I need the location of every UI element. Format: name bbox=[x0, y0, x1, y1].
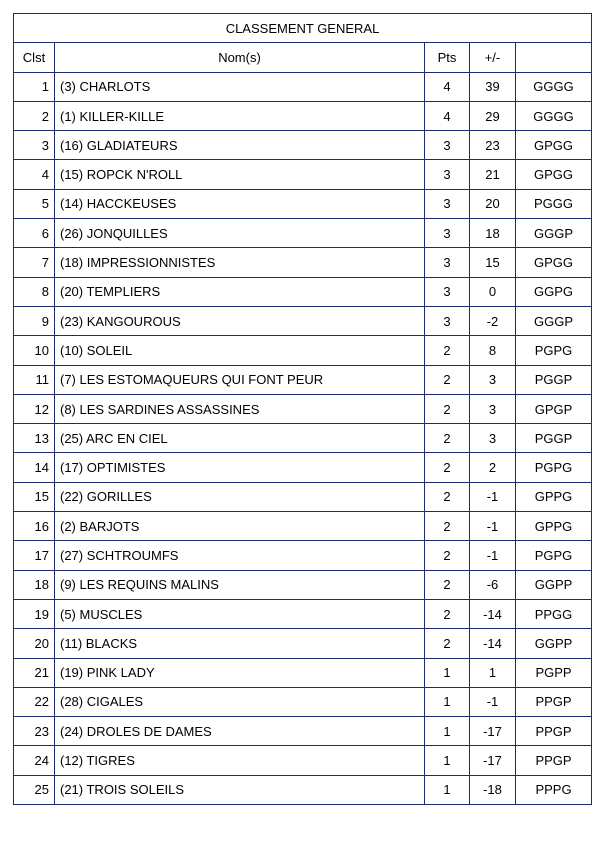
results-cell: GGGP bbox=[516, 219, 592, 248]
table-row bbox=[14, 101, 592, 130]
points-cell: 2 bbox=[425, 453, 470, 482]
team-name-cell: (2) BARJOTS bbox=[55, 512, 425, 541]
table-row bbox=[14, 453, 592, 482]
rank-cell: 20 bbox=[14, 629, 55, 658]
diff-cell: -1 bbox=[470, 482, 516, 511]
rank-cell: 10 bbox=[14, 336, 55, 365]
table-row bbox=[14, 512, 592, 541]
team-name-cell: (15) ROPCK N'ROLL bbox=[55, 160, 425, 189]
table-row bbox=[14, 248, 592, 277]
header-rank: Clst bbox=[14, 43, 55, 72]
results-cell: GPGG bbox=[516, 248, 592, 277]
results-cell: GPGP bbox=[516, 394, 592, 423]
rank-cell: 4 bbox=[14, 160, 55, 189]
results-cell: GGGG bbox=[516, 101, 592, 130]
team-name-cell: (12) TIGRES bbox=[55, 746, 425, 775]
rank-cell: 19 bbox=[14, 599, 55, 628]
rank-cell: 11 bbox=[14, 365, 55, 394]
team-name-cell: (23) KANGOUROUS bbox=[55, 306, 425, 335]
rank-cell: 6 bbox=[14, 219, 55, 248]
points-cell: 1 bbox=[425, 746, 470, 775]
points-cell: 2 bbox=[425, 599, 470, 628]
team-name-cell: (5) MUSCLES bbox=[55, 599, 425, 628]
points-cell: 3 bbox=[425, 248, 470, 277]
team-name-cell: (18) IMPRESSIONNISTES bbox=[55, 248, 425, 277]
team-name-cell: (24) DROLES DE DAMES bbox=[55, 717, 425, 746]
title-row bbox=[14, 14, 592, 43]
points-cell: 2 bbox=[425, 629, 470, 658]
team-name-cell: (25) ARC EN CIEL bbox=[55, 424, 425, 453]
standings-table bbox=[13, 13, 592, 805]
points-cell: 2 bbox=[425, 424, 470, 453]
rank-cell: 25 bbox=[14, 775, 55, 804]
rank-cell: 17 bbox=[14, 541, 55, 570]
rank-cell: 21 bbox=[14, 658, 55, 687]
table-row bbox=[14, 629, 592, 658]
team-name-cell: (8) LES SARDINES ASSASSINES bbox=[55, 394, 425, 423]
diff-cell: -18 bbox=[470, 775, 516, 804]
table-row bbox=[14, 394, 592, 423]
rank-cell: 14 bbox=[14, 453, 55, 482]
diff-cell: -17 bbox=[470, 746, 516, 775]
table-row bbox=[14, 160, 592, 189]
rank-cell: 2 bbox=[14, 101, 55, 130]
table-row bbox=[14, 365, 592, 394]
rank-cell: 1 bbox=[14, 72, 55, 101]
team-name-cell: (10) SOLEIL bbox=[55, 336, 425, 365]
table-row bbox=[14, 424, 592, 453]
points-cell: 2 bbox=[425, 365, 470, 394]
points-cell: 4 bbox=[425, 72, 470, 101]
diff-cell: -17 bbox=[470, 717, 516, 746]
diff-cell: -6 bbox=[470, 570, 516, 599]
header-results bbox=[516, 43, 592, 72]
points-cell: 3 bbox=[425, 160, 470, 189]
table-row bbox=[14, 775, 592, 804]
points-cell: 1 bbox=[425, 717, 470, 746]
rank-cell: 9 bbox=[14, 306, 55, 335]
diff-cell: -14 bbox=[470, 599, 516, 628]
diff-cell: 2 bbox=[470, 453, 516, 482]
results-cell: PPGP bbox=[516, 687, 592, 716]
points-cell: 3 bbox=[425, 277, 470, 306]
team-name-cell: (19) PINK LADY bbox=[55, 658, 425, 687]
diff-cell: -1 bbox=[470, 512, 516, 541]
diff-cell: 15 bbox=[470, 248, 516, 277]
points-cell: 3 bbox=[425, 131, 470, 160]
rank-cell: 18 bbox=[14, 570, 55, 599]
results-cell: GGPP bbox=[516, 570, 592, 599]
results-cell: PGPG bbox=[516, 453, 592, 482]
table-row bbox=[14, 482, 592, 511]
team-name-cell: (1) KILLER-KILLE bbox=[55, 101, 425, 130]
header-name: Nom(s) bbox=[55, 43, 425, 72]
diff-cell: 1 bbox=[470, 658, 516, 687]
results-cell: GGPP bbox=[516, 629, 592, 658]
table-row bbox=[14, 599, 592, 628]
diff-cell: 23 bbox=[470, 131, 516, 160]
team-name-cell: (14) HACCKEUSES bbox=[55, 189, 425, 218]
rank-cell: 5 bbox=[14, 189, 55, 218]
diff-cell: 21 bbox=[470, 160, 516, 189]
points-cell: 4 bbox=[425, 101, 470, 130]
results-cell: PPPG bbox=[516, 775, 592, 804]
points-cell: 1 bbox=[425, 687, 470, 716]
points-cell: 2 bbox=[425, 482, 470, 511]
diff-cell: -1 bbox=[470, 687, 516, 716]
table-row bbox=[14, 189, 592, 218]
rank-cell: 12 bbox=[14, 394, 55, 423]
table-row bbox=[14, 336, 592, 365]
team-name-cell: (20) TEMPLIERS bbox=[55, 277, 425, 306]
team-name-cell: (3) CHARLOTS bbox=[55, 72, 425, 101]
results-cell: PGGG bbox=[516, 189, 592, 218]
results-cell: PGGP bbox=[516, 424, 592, 453]
team-name-cell: (16) GLADIATEURS bbox=[55, 131, 425, 160]
diff-cell: 3 bbox=[470, 394, 516, 423]
team-name-cell: (26) JONQUILLES bbox=[55, 219, 425, 248]
diff-cell: -2 bbox=[470, 306, 516, 335]
points-cell: 2 bbox=[425, 336, 470, 365]
team-name-cell: (22) GORILLES bbox=[55, 482, 425, 511]
team-name-cell: (17) OPTIMISTES bbox=[55, 453, 425, 482]
header-points: Pts bbox=[425, 43, 470, 72]
diff-cell: 20 bbox=[470, 189, 516, 218]
results-cell: PGPG bbox=[516, 336, 592, 365]
rank-cell: 13 bbox=[14, 424, 55, 453]
results-cell: PPGP bbox=[516, 717, 592, 746]
team-name-cell: (21) TROIS SOLEILS bbox=[55, 775, 425, 804]
table-row bbox=[14, 219, 592, 248]
table-row bbox=[14, 570, 592, 599]
rank-cell: 23 bbox=[14, 717, 55, 746]
table-row bbox=[14, 658, 592, 687]
table-row bbox=[14, 687, 592, 716]
points-cell: 3 bbox=[425, 306, 470, 335]
points-cell: 2 bbox=[425, 541, 470, 570]
team-name-cell: (11) BLACKS bbox=[55, 629, 425, 658]
points-cell: 1 bbox=[425, 658, 470, 687]
points-cell: 3 bbox=[425, 189, 470, 218]
rank-cell: 15 bbox=[14, 482, 55, 511]
points-cell: 2 bbox=[425, 394, 470, 423]
diff-cell: 18 bbox=[470, 219, 516, 248]
table-row bbox=[14, 717, 592, 746]
results-cell: PGPG bbox=[516, 541, 592, 570]
team-name-cell: (9) LES REQUINS MALINS bbox=[55, 570, 425, 599]
header-diff: +/- bbox=[470, 43, 516, 72]
table-row bbox=[14, 541, 592, 570]
table-title: CLASSEMENT GENERAL bbox=[14, 14, 592, 43]
rank-cell: 8 bbox=[14, 277, 55, 306]
results-cell: GPPG bbox=[516, 482, 592, 511]
rank-cell: 3 bbox=[14, 131, 55, 160]
diff-cell: 3 bbox=[470, 424, 516, 453]
points-cell: 2 bbox=[425, 512, 470, 541]
team-name-cell: (27) SCHTROUMFS bbox=[55, 541, 425, 570]
results-cell: GPPG bbox=[516, 512, 592, 541]
rank-cell: 24 bbox=[14, 746, 55, 775]
points-cell: 1 bbox=[425, 775, 470, 804]
table-row bbox=[14, 306, 592, 335]
results-cell: PPGP bbox=[516, 746, 592, 775]
results-cell: PGPP bbox=[516, 658, 592, 687]
diff-cell: -14 bbox=[470, 629, 516, 658]
header-row bbox=[14, 43, 592, 72]
table-row bbox=[14, 131, 592, 160]
results-cell: GGGP bbox=[516, 306, 592, 335]
diff-cell: 29 bbox=[470, 101, 516, 130]
diff-cell: 0 bbox=[470, 277, 516, 306]
results-cell: GPGG bbox=[516, 131, 592, 160]
points-cell: 2 bbox=[425, 570, 470, 599]
diff-cell: -1 bbox=[470, 541, 516, 570]
results-cell: PGGP bbox=[516, 365, 592, 394]
results-cell: GGGG bbox=[516, 72, 592, 101]
rank-cell: 16 bbox=[14, 512, 55, 541]
team-name-cell: (7) LES ESTOMAQUEURS QUI FONT PEUR bbox=[55, 365, 425, 394]
diff-cell: 3 bbox=[470, 365, 516, 394]
rank-cell: 22 bbox=[14, 687, 55, 716]
points-cell: 3 bbox=[425, 219, 470, 248]
results-cell: PPGG bbox=[516, 599, 592, 628]
table-row bbox=[14, 72, 592, 101]
diff-cell: 39 bbox=[470, 72, 516, 101]
diff-cell: 8 bbox=[470, 336, 516, 365]
results-cell: GGPG bbox=[516, 277, 592, 306]
table-row bbox=[14, 277, 592, 306]
standings-body bbox=[14, 14, 592, 805]
table-row bbox=[14, 746, 592, 775]
team-name-cell: (28) CIGALES bbox=[55, 687, 425, 716]
rank-cell: 7 bbox=[14, 248, 55, 277]
results-cell: GPGG bbox=[516, 160, 592, 189]
